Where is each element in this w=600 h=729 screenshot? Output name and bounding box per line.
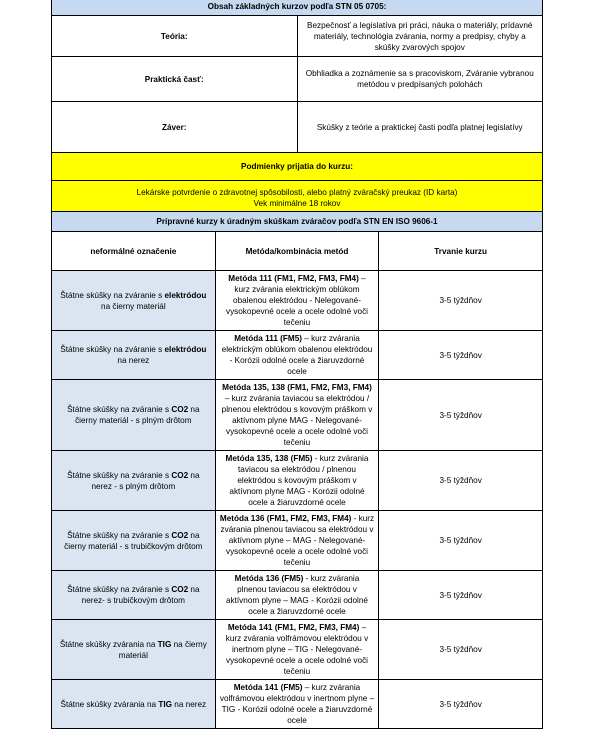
method-description: – kurz zvárania taviacou sa elektródou / plnenou elektródou s kovovým práškom v aktívnom plyne MAG - Nelegované-vysokopevné ocele a ocele odolné voči tečeniu [221,394,373,447]
practical-label: Praktická časť: [52,57,298,102]
designation-text: Štátne skúšky na zváranie s [67,530,172,540]
designation-text-end: na čierny materiál - s plným drôtom [75,405,200,425]
course-designation [52,511,216,571]
method-title: Metóda 136 (FM5) [234,574,304,583]
method-title: Metóda 111 (FM1, FM2, FM3, FM4) [228,274,359,283]
method-description: – kurz zvárania volfrámovou elektródou v inertnom plyne – TIG - Nelegované-vysokopevné ocele a ocele odolné voči tečeniu [225,623,369,676]
column-header-designation: neformálné označenie [52,232,216,271]
method-description: – kurz zvárania elektrickým oblúkom obalenou elektródou - Korózii odolné ocele a žiaruvzdorné ocele [221,334,373,376]
designation-text-end: na nerez - s plným drôtom [91,470,200,491]
designation-bold: elektródou [164,290,207,300]
designation-text: Štátne skúšky na zváranie s [67,405,172,414]
designation-text-end: na nerez- s trubičkovým drôtom [81,585,200,605]
preparatory-courses-header: Prípravné kurzy k úradným skúškam zváračov podľa STN EN ISO 9606-1 [52,212,543,232]
course-designation [52,571,216,620]
method-title: Metóda 135, 138 (FM5) [225,454,313,463]
table-row [52,271,543,331]
designation-bold: CO2 [171,470,189,480]
method-description: - kurz zvárania plnenou taviacou sa elektródou v aktívnom plyne – MAG - Nelegované-vysokopevné ocele a ocele odolné voči tečeniu [220,514,375,567]
method-title: Metóda 135, 138 (FM1, FM2, FM3, FM4) [222,383,372,392]
designation-text-end: na čierny materiál [101,301,166,311]
course-designation [52,620,216,680]
course-designation [52,380,216,451]
designation-text: Štátne skúšky na zváranie s [67,585,172,594]
practical-text: Obhliadka a zoznámenie sa s pracoviskom, Zváranie vybranou metódou v predpísaných polohách [297,57,543,102]
theory-label: Teória: [52,16,298,57]
designation-bold: CO2 [171,405,189,414]
designation-text-end: na nerez [117,356,150,365]
designation-text: Štátne skúšky na zváranie s [67,470,172,480]
course-method [215,451,379,511]
course-method [215,511,379,571]
conclusion-text: Skúšky z teórie a praktickej časti podľa platnej legislatívy [297,102,543,153]
course-method [215,380,379,451]
theory-text: Bezpečnosť a legislatíva pri práci, náuka o materiály, prídavné materiály, technológia zvárania, normy a predpisy, chyby a skúšky zvarových spojov [297,16,543,57]
basic-courses-table [51,0,543,216]
table-row [52,380,543,451]
conclusion-label: Záver: [52,102,298,153]
designation-text: Štátne skúšky zvárania na [60,699,159,709]
course-method [215,620,379,680]
course-duration: 3-5 týždňov [379,571,543,620]
course-method [215,331,379,380]
conditions-header: Podmienky prijatia do kurzu: [52,153,543,181]
designation-bold: TIG [157,639,172,649]
course-duration: 3-5 týždňov [379,511,543,571]
table-row [52,571,543,620]
course-duration: 3-5 týždňov [379,451,543,511]
designation-text-end: na čierny materiál [118,639,207,660]
column-header-duration: Trvanie kurzu [379,232,543,271]
designation-text: Štátne skúšky zvárania na [59,639,158,649]
course-duration: 3-5 týždňov [379,380,543,451]
method-description: – kurz zvárania elektrickým oblúkom obalenou elektródou - Nelegované-vysokopevné ocele a ocele odolné voči tečeniu [225,274,368,327]
course-designation [52,451,216,511]
table-row [52,331,543,380]
course-duration: 3-5 týždňov [379,680,543,729]
course-method [215,680,379,729]
method-description: – kurz zvárania volfrámovou elektródou v inertnom plyne – TIG - Korózii odolné ocele a žiaruvzdorné ocele [219,683,375,725]
designation-bold: elektródou [164,345,207,354]
table-row [52,511,543,571]
designation-text-end: na nerez [172,699,207,709]
basic-courses-header: Obsah základných kurzov podľa STN 05 0705: [52,0,543,16]
course-designation [52,680,216,729]
course-method [215,271,379,331]
method-title: Metóda 141 (FM5) [233,683,303,692]
method-description: - kurz zvárania plnenou taviacou sa elektródou v aktívnom plyne – MAG - Korózii odolné ocele a žiaruvzdorné ocele [225,574,368,616]
method-description: - kurz zvárania taviacou sa elektródou / plnenou elektródou s kovovým práškom v aktívnom plyne MAG - Korózii odolné ocele a žiaruvzdorné ocele [229,454,369,507]
designation-text: Štátne skúšky na zváranie s [60,345,165,354]
course-designation [52,271,216,331]
preparatory-courses-table [51,211,543,729]
designation-text: Štátne skúšky na zváranie s [60,290,165,300]
conditions-line-2: Vek minimálne 18 rokov [253,199,341,208]
course-duration: 3-5 týždňov [379,331,543,380]
designation-bold: CO2 [171,530,189,540]
column-header-method: Metóda/kombinácia metód [215,232,379,271]
method-title: Metóda 141 (FM1, FM2, FM3, FM4) [227,623,360,632]
course-method [215,571,379,620]
course-duration: 3-5 týždňov [379,620,543,680]
conditions-line-1: Lekárske potvrdenie o zdravotnej spôsobilosti, alebo platný zváračský preukaz (ID karta) [136,188,458,197]
method-title: Metóda 111 (FM5) [234,334,302,343]
designation-text-end: na čierny materiál - s trubičkovým drôtom [64,530,203,551]
table-row [52,680,543,729]
designation-bold: TIG [158,699,173,709]
course-duration: 3-5 týždňov [379,271,543,331]
course-designation [52,331,216,380]
table-row [52,620,543,680]
method-title: Metóda 136 (FM1, FM2, FM3, FM4) [219,514,352,523]
designation-bold: CO2 [171,585,189,594]
table-row [52,451,543,511]
